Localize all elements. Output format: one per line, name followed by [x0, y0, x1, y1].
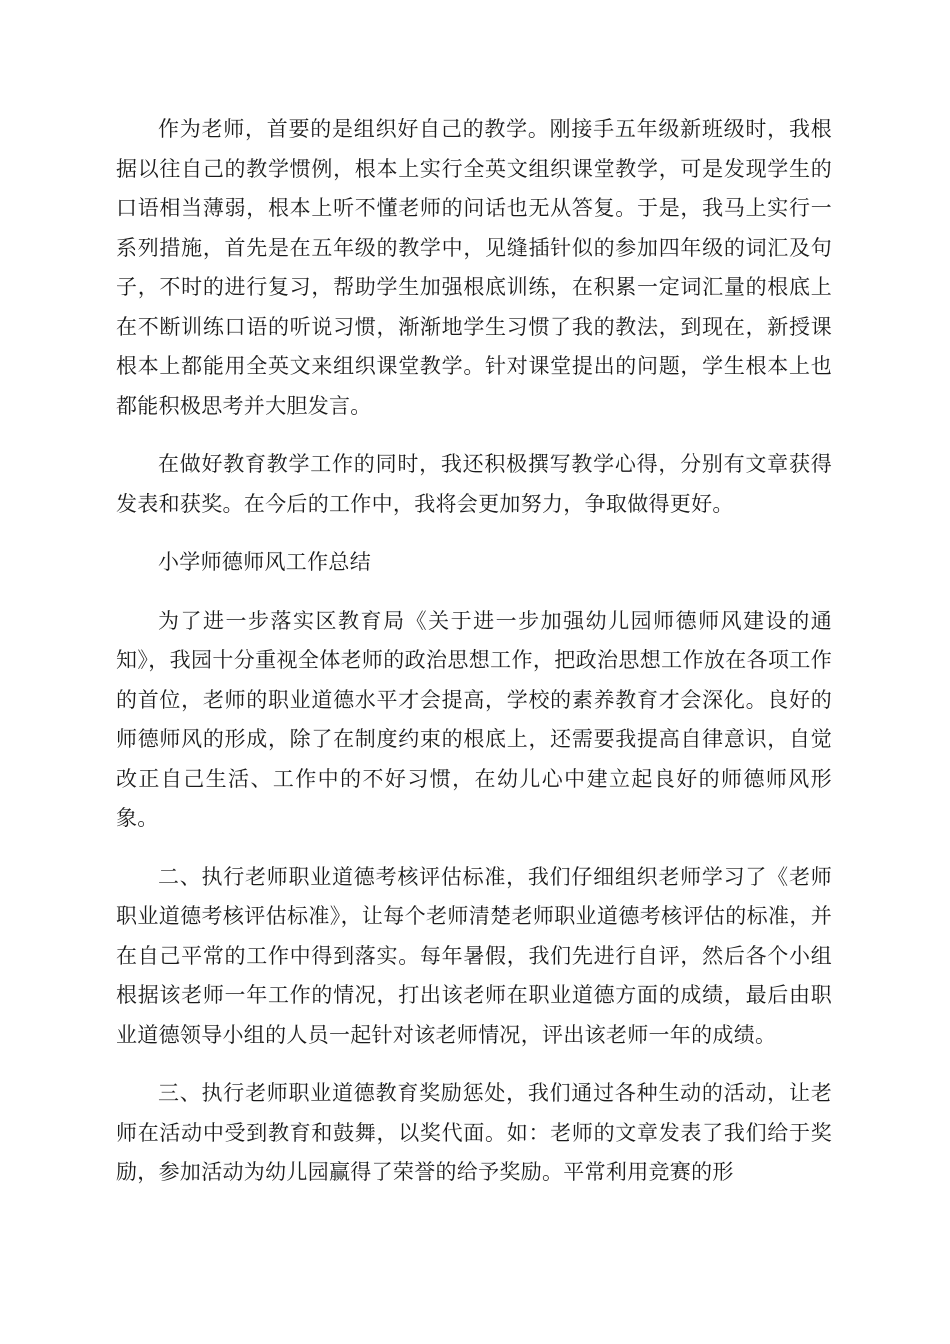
paragraph-writing: 在做好教育教学工作的同时，我还积极撰写教学心得，分别有文章获得发表和获奖。在今后的工作中，我将会更加努力，争取做得更好。 [116, 452, 832, 516]
document-body [116, 110, 832, 1212]
paragraph-teaching: 作为老师，首要的是组织好自己的教学。刚接手五年级新班级时，我根据以往自己的教学惯例，根本上实行全英文组织课堂教学，可是发现学生的口语相当薄弱，根本上听不懂老师的问话也无从答复。于是，我马上实行一系列措施，首先是在五年级的教学中，见缝插针似的参加四年级的词汇及句子，不时的进行复习，帮助学生加强根底训练，在积累一定词汇量的根底上在不断训练口语的听说习惯，渐渐地学生习惯了我的教法，到现在，新授课根本上都能用全英文来组织课堂教学。针对课堂提出的问题，学生根本上也都能积极思考并大胆发言。 [116, 117, 832, 418]
section-title: 小学师德师风工作总结 [158, 550, 371, 574]
paragraph-ethics-evaluation: 二、执行老师职业道德考核评估标准，我们仔细组织老师学习了《老师职业道德考核评估标准》，让每个老师清楚老师职业道德考核评估的标准，并在自己平常的工作中得到落实。每年暑假，我们先进行自评，然后各个小组根据该老师一年工作的情况，打出该老师在职业道德方面的成绩，最后由职业道德领导小组的人员一起针对该老师情况，评出该老师一年的成绩。 [116, 864, 832, 1047]
paragraph-ethics-intro: 为了进一步落实区教育局《关于进一步加强幼儿园师德师风建设的通知》，我园十分重视全体老师的政治思想工作，把政治思想工作放在各项工作的首位，老师的职业道德水平才会提高，学校的素养教育才会深化。良好的师德师风的形成，除了在制度约束的根底上，还需要我提高自律意识，自觉改正自己生活、工作中的不好习惯，在幼儿心中建立起良好的师德师风形象。 [116, 608, 832, 830]
paragraph-ethics-rewards: 三、执行老师职业道德教育奖励惩处，我们通过各种生动的活动，让老师在活动中受到教育和鼓舞，以奖代面。如：老师的文章发表了我们给于奖励，参加活动为幼儿园赢得了荣誉的给予奖励。平常利用竞赛的形 [116, 1081, 832, 1184]
